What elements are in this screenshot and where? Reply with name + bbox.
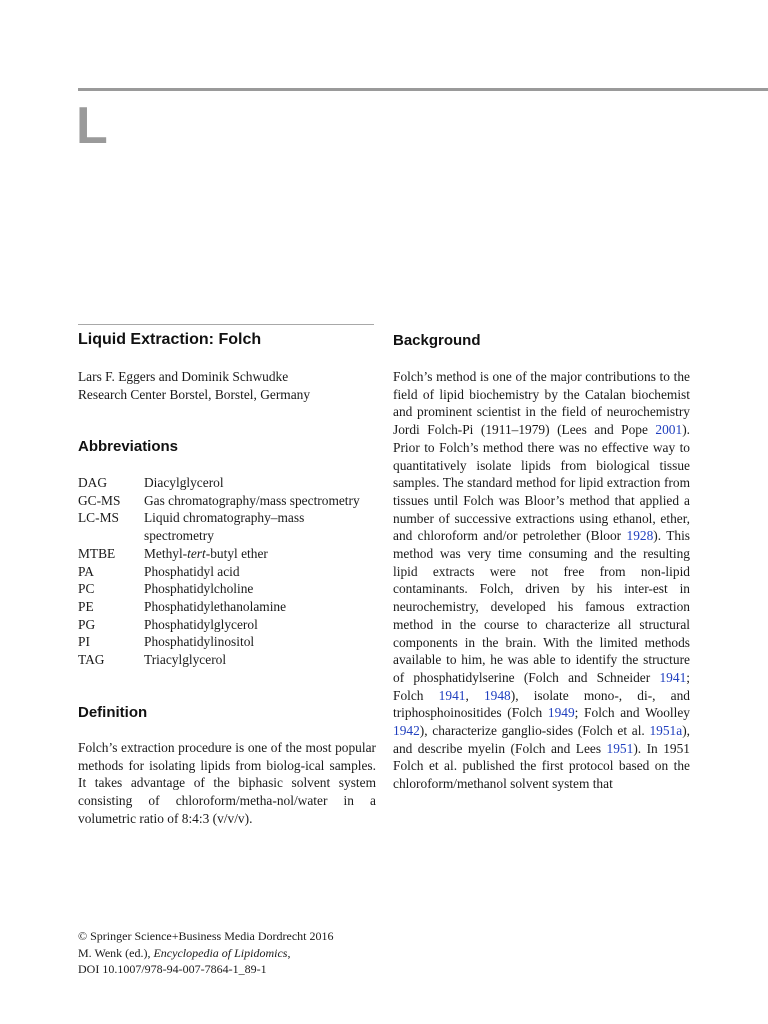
author-block (78, 368, 376, 403)
abbreviation-key: PA (78, 563, 94, 579)
abbreviation-value (144, 545, 376, 563)
abbreviation-value: Liquid chromatography–mass spectrometry (144, 510, 305, 544)
abbreviation-value: Phosphatidylinositol (144, 634, 255, 650)
abbreviation-row (78, 633, 376, 651)
footer (78, 928, 334, 978)
background-text-segment: ). This method was very time consuming and the resulting lipid extracts were not free from non-lipid contaminants. Folch, driven by his inter-est in neurochemistry, developed his famous extraction method in the course to characterize all structural components in the brain. With the limited methods available to him, he was able to identify the structure of phosphatidylserine (Folch and Schneider (393, 528, 691, 685)
article-title: Liquid Extraction: Folch (78, 331, 262, 348)
editor-text-end: , (287, 945, 291, 960)
citation-link[interactable]: 1948 (483, 687, 511, 703)
abbreviation-value: Phosphatidylcholine (144, 581, 254, 597)
abbreviation-value-part: Methyl- (144, 545, 188, 561)
abbreviation-value: Diacylglycerol (144, 475, 224, 490)
abbreviation-key: LC-MS (78, 510, 119, 526)
background-heading: Background (393, 332, 481, 349)
abbreviation-key: PC (78, 581, 95, 597)
background-text-segment: Folch’s method is one of the major contributions to the field of lipid biochemistry by the Catalan biochemist and prominent scientist in the field of neurochemistry Jordi Folch-Pi (1911–1979) (Lees and Pope (393, 369, 690, 438)
abbreviation-row (78, 492, 376, 510)
citation-link[interactable]: 2001 (655, 422, 683, 438)
background-text-segment: ), isolate mono-, di-, and triphosphoinositides (Folch (393, 687, 690, 721)
abbreviation-key: PG (78, 616, 96, 632)
definition-heading: Definition (78, 704, 148, 721)
abbreviation-row (78, 474, 376, 492)
abbreviation-value: Triacylglycerol (144, 652, 227, 668)
section-letter: L (76, 97, 108, 155)
abbreviation-value-italic: tert (187, 545, 206, 561)
background-text (393, 368, 690, 793)
affiliation: Research Center Borstel, Borstel, Germany (78, 386, 311, 402)
abbreviation-row (78, 651, 376, 669)
abbreviation-row (78, 563, 376, 581)
citation-link[interactable]: 1942 (393, 723, 420, 739)
abbreviation-row (78, 509, 376, 544)
abbreviation-key: PE (78, 598, 94, 614)
background-block (393, 368, 690, 793)
abbreviation-key: MTBE (78, 545, 116, 561)
abbreviations-heading: Abbreviations (78, 438, 179, 455)
background-text-segment: ), and describe myelin (Folch and Lees (393, 723, 690, 756)
abbreviations-list (78, 474, 376, 669)
citation-link[interactable]: 1941 (438, 687, 466, 703)
background-text-segment: , (465, 687, 484, 703)
background-text-segment: ), characterize ganglio-sides (Folch et al. (419, 723, 650, 739)
doi: DOI 10.1007/978-94-007-7864-1_89-1 (78, 962, 267, 976)
definition-text: Folch’s extraction procedure is one of the most popular methods for isolating lipids from biolog-ical samples. It takes advantage of the biphasic solvent system consisting of chloroform/metha-nol/water in a volumetric ratio of 8:4:3 (v/v/v). (78, 740, 376, 826)
citation-link[interactable]: 1941 (659, 669, 687, 685)
editor-text: M. Wenk (ed.), (78, 945, 154, 960)
top-rule (78, 88, 768, 91)
citation-link[interactable]: 1928 (626, 528, 654, 544)
abbreviation-row (78, 616, 376, 634)
title-rule (78, 324, 374, 325)
abbreviation-value: Phosphatidyl acid (144, 563, 240, 579)
abbreviation-row (78, 598, 376, 616)
abbreviation-value: Phosphatidylglycerol (144, 616, 258, 632)
abbreviation-key: GC-MS (78, 492, 121, 508)
background-text-segment: ). Prior to Folch’s method there was no effective way to quantitatively isolate lipids from biological tissue samples. The standard method for lipid extraction from tissues until Folch was Bloor’s method that applied a number of successive extractions using ethanol, ether, and chloroform and/or petrolether (Bloor (393, 422, 690, 544)
abbreviation-key: DAG (78, 475, 108, 490)
citation-link[interactable]: 1951a (649, 723, 683, 739)
abbreviation-row (78, 580, 376, 598)
citation-link[interactable]: 1951 (606, 740, 634, 756)
abbreviation-row (78, 545, 376, 563)
abbreviation-key: PI (78, 634, 90, 650)
copyright: © Springer Science+Business Media Dordrecht 2016 (78, 929, 334, 943)
abbreviation-value: Gas chromatography/mass spectrometry (144, 492, 360, 508)
abbreviation-value: Phosphatidylethanolamine (144, 598, 287, 614)
background-text-segment: ; Folch and Woolley (574, 705, 690, 721)
abbreviation-key: TAG (78, 652, 105, 668)
citation (78, 945, 334, 962)
definition-block (78, 739, 376, 828)
background-text-segment: ). In 1951 Folch et al. published the first protocol based on the chloroform/methanol solvent system that (393, 740, 690, 792)
background-text-segment: ; Folch (393, 669, 690, 703)
authors: Lars F. Eggers and Dominik Schwudke (78, 369, 289, 384)
citation-link[interactable]: 1949 (547, 705, 575, 721)
abbreviation-value-part: -butyl ether (205, 545, 268, 561)
book-title: Encyclopedia of Lipidomics (153, 945, 288, 960)
